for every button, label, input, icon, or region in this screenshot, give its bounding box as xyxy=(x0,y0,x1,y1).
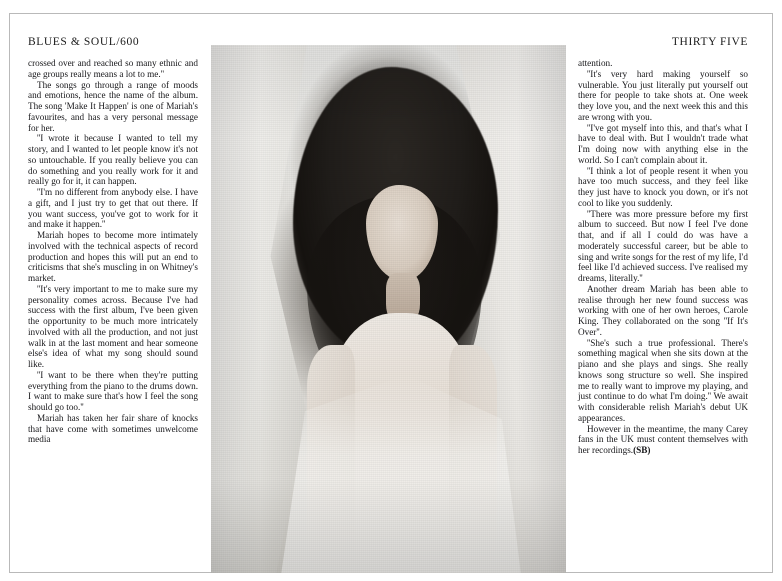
paragraph: Mariah hopes to become more intimately involved with the technical aspects of record production and hopes this will put an end to criticisms that she's muscling in on Whitney's market. xyxy=(28,230,198,283)
paragraph: crossed over and reached so many ethnic and age groups really means a lot to me.'' xyxy=(28,58,198,79)
paragraph: ''She's such a true professional. There's something magical when she sits down at the piano and she plays and sings. She really knows song structure so well. She inspired me to really want to improve my playing, and just continue to do what I'm doing.'' We await with considerable relish Mariah's debut UK appearances. xyxy=(578,337,748,423)
paragraph: ''I'm no different from anybody else. I have a gift, and I just try to get that out there. If you want success, you've got to work for it and make it happen.'' xyxy=(28,187,198,230)
header-page-number-label: THIRTY FIVE xyxy=(671,36,748,48)
article-column-right xyxy=(578,58,748,456)
portrait-photograph xyxy=(211,45,566,573)
paragraph: ''I want to be there when they're putting everything from the piano to the drums down. I want to make sure that's how I feel the song should go too.'' xyxy=(28,369,198,412)
paragraph: Another dream Mariah has been able to realise through her new found success was working with one of her own heroes, Carole King. They collaborated on the song ''If It's Over''. xyxy=(578,283,748,337)
paragraph: attention. xyxy=(578,58,613,68)
paragraph: Mariah has taken her fair share of knocks that have come with sometimes unwelcome media xyxy=(28,412,198,445)
paragraph: ''I think a lot of people resent it when you have too much success, and they feel like they just have to knock you down, or it's not cool to like you suddenly. xyxy=(578,165,748,208)
paragraph-final xyxy=(578,424,748,456)
photo-background xyxy=(211,45,566,573)
paragraph: ''I've got myself into this, and that's what I have to deal with. But I wouldn't trade what I'm doing now with anything else in the world. So I can't complain about it. xyxy=(578,122,748,165)
photo-grain xyxy=(211,45,566,573)
paragraph: ''I wrote it because I wanted to tell my story, and I wanted to let people know it's not so untouchable. If you really believe you can do something and you really work for it and really go for it, it can happen. xyxy=(28,133,198,187)
paragraph-text: However in the meantime, the many Carey fans in the UK must content themselves with her recordings. xyxy=(578,423,748,455)
paragraph: ''It's very important to me to make sure my personality comes across. Because I've had success with the first album, I've been given the opportunity to be much more intricately involved with all the production, and not just walk in at the last moment and hear someone else's idea of what my song should sound like. xyxy=(28,283,198,369)
header-publication-label: BLUES & SOUL/600 xyxy=(28,36,140,48)
paragraph: ''It's very hard making yourself so vulnerable. You just literally put yourself out there for people to take shots at. One week they love you, and the next week this and this are wrong with you. xyxy=(578,68,748,122)
author-initials: (SB) xyxy=(633,445,651,455)
paragraph: The songs go through a range of moods and emotions, hence the name of the album. The song 'Make It Happen' is one of Mariah's favourites, and has a very personal message for her. xyxy=(28,79,198,133)
paragraph: ''There was more pressure before my first album to succeed. But now I feel I've done that, and if all I could do was have a moderately successful career, but be able to sing and write songs for the rest of my life, I'd feel like I'd achieved success. I've realised my dreams, literally.'' xyxy=(578,208,748,283)
article-column-left xyxy=(28,58,198,445)
